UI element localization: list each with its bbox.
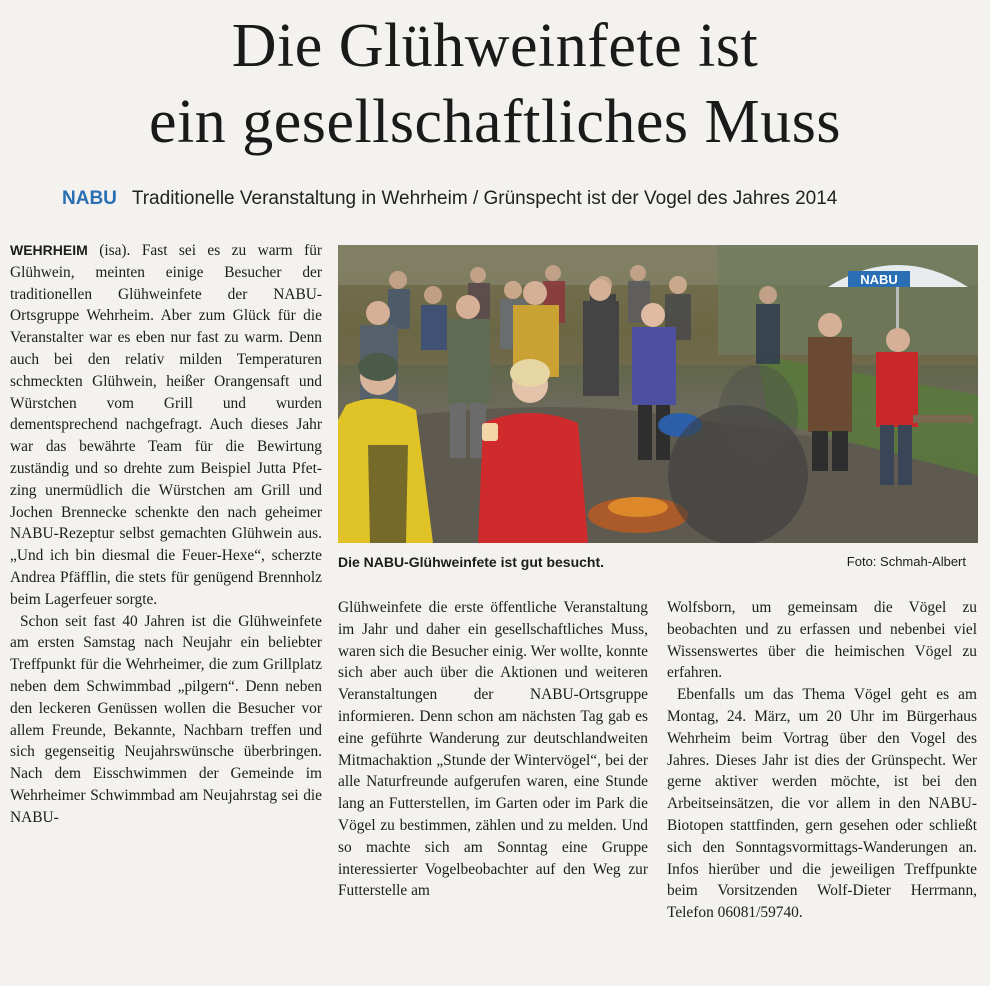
article-paragraph: Ebenfalls um das Thema Vögel geht es am Montag, 24. März, um 20 Uhr im Bürgerhaus Wehrheim beim Vortrag über den Vogel des Jahres. Dieses Jahr ist dies der Grünspecht. Wer gerne aktiver werden möchte, ist bei den Arbeitseinsätzen, die vor allem in den NABU-Biotopen stattfinden, gern gesehen oder schließt sich den Sonntagsvormittags-Wanderungen an. Infos hierüber und die jeweiligen Treffpunkte beim Vorsitzenden Wolf-Dieter Herrmann, Telefon 06081/59740. bbox=[667, 686, 977, 922]
umbrella-label: NABU bbox=[860, 272, 898, 287]
article-paragraph: Wolfsborn, um gemeinsam die Vögel zu beobachten und zu erfassen und nebenbei viel Wissenswertes über die heimischen Vögel zu erfahren. bbox=[667, 599, 977, 682]
deck-text: Traditionelle Veranstaltung in Wehrheim / Grünspecht ist der Vogel des Jahres 2014 bbox=[131, 188, 838, 209]
headline-line-1: Die Glühweinfete ist bbox=[231, 12, 759, 80]
section-kicker: NABU bbox=[62, 188, 117, 209]
article-column-2 bbox=[338, 597, 648, 902]
photo-credit: Foto: Schmah-Albert bbox=[846, 554, 966, 569]
photo-caption bbox=[338, 552, 978, 572]
article-paragraph bbox=[10, 240, 322, 611]
headline-line-2: ein gesellschaftliches Muss bbox=[149, 88, 841, 156]
article-paragraph: Glühweinfete die erste öffentliche Veranstaltung im Jahr und daher ein gesellschaftliches Muss, waren sich die Besucher einig. Wer wollte, konnte sich aber auch über die Aktionen und weiteren Veranstaltungen der NABU-Ortsgruppe informieren. Denn schon am nächsten Tag gab es eine geführte Wanderung zur deutschlandweiten Mitmachaktion „Stunde der Wintervögel“, bei der alle Naturfreunde aufgerufen waren, eine Stunde lang an Futterstellen, im Garten oder im Park die Vögel zu bestimmen, zählen und zu melden. Und so machte sich am Sonntag eine Gruppe interessierter Vogelbeobachter auf den Weg zur Futterstelle am bbox=[338, 599, 648, 900]
photo-illustration bbox=[338, 245, 978, 543]
byline: (isa). bbox=[87, 242, 142, 259]
article-paragraph: Schon seit fast 40 Jahren ist die Glühweinfete am ersten Samstag nach Neujahr ein beliebter Treffpunkt für die Wehrheimer, die zum Grillplatz neben dem Schwimmbad „pilgern“. Denn neben den leckeren Genüssen wollen die Besucher vor allem Freunde, Bekannte, Nachbarn treffen und sich gegenseitig Neujahrswünsche überbringen. Nach dem Eisschwimmen der Gemeinde im Wehrheimer Schwimmbad am Neujahrstag sei die NABU- bbox=[10, 612, 322, 826]
article-column-1 bbox=[10, 240, 322, 829]
article-column-3 bbox=[667, 597, 977, 924]
event-photo bbox=[338, 245, 978, 543]
subheadline bbox=[62, 185, 962, 213]
paragraph-text: Fast sei es zu warm für Glühwein, meinten einige Besucher der traditionellen Glühweinfete der NABU-Ortsgruppe Wehrheim. Aber zum Glück für die Veranstalter war es eben nur fast zu warm. Denn auch bei den relativ milden Temperaturen schmeckten Glühwein, heißer Orangensaft und Würstchen vom Grill und wurden dementsprechend nachgefragt. Auch dieses Jahr war das bewährte Team für die Bewirtung zuständig und so drehte zum Beispiel Jutta Pfetzing unermüdlich die Würstchen am Grill und Jochen Brennecke schenkte den nach geheimer NABU-Rezeptur selbst gemachten Glühwein aus. „Und ich bin diesmal die Feuer-Hexe“, scherzte Andrea Pfäfflin, die stets für genügend Brennholz beim Lagerfeuer sorgte. bbox=[10, 242, 323, 608]
dateline: WEHRHEIM bbox=[10, 242, 88, 258]
headline bbox=[0, 8, 990, 160]
caption-text: Die NABU-Glühweinfete ist gut besucht. bbox=[338, 554, 605, 570]
